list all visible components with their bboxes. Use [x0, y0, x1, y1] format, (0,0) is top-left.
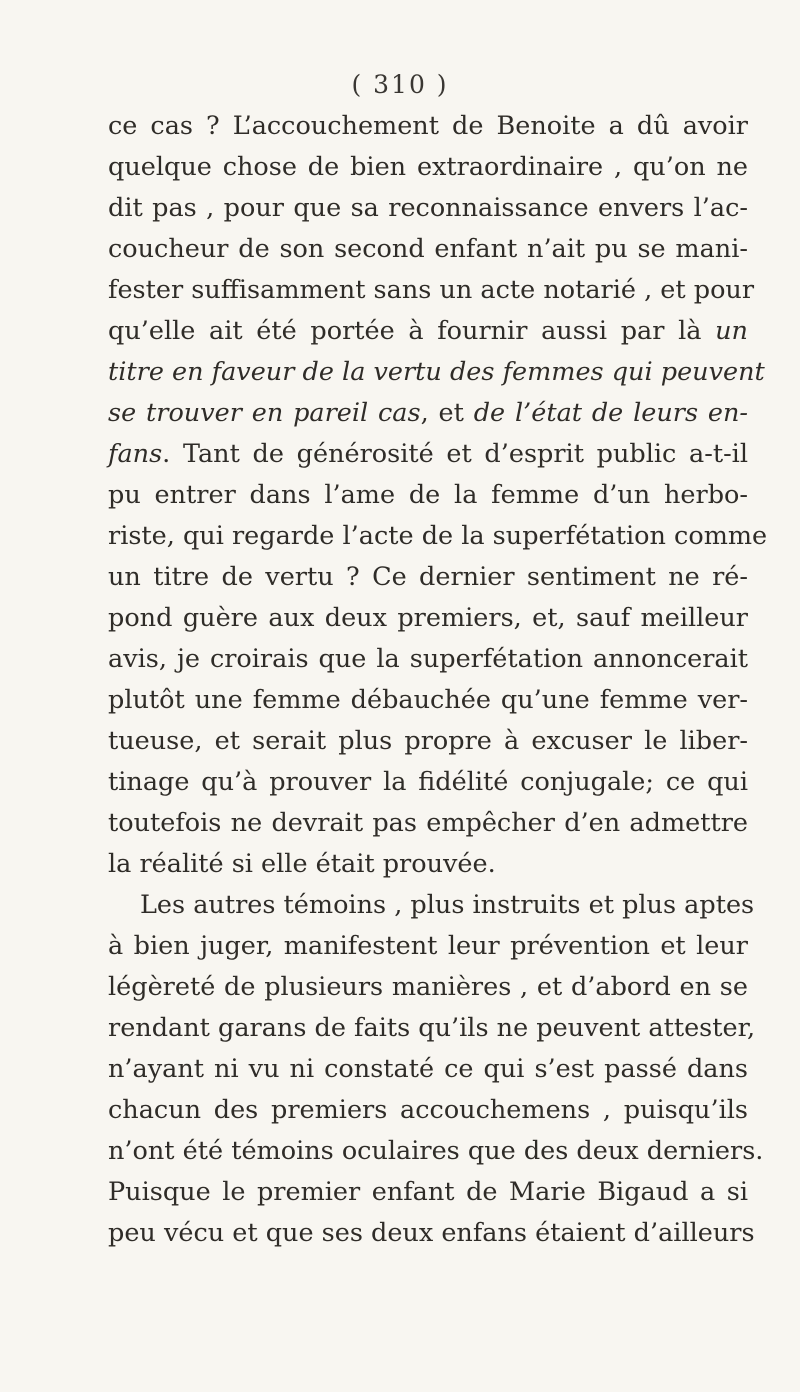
text-line: plutôt une femme débauchée qu’une femme ver-	[108, 685, 748, 715]
text-line: n’ont été témoins oculaires que des deux derniers.	[108, 1136, 764, 1166]
text-line: Les autres témoins , plus instruits et plus aptes	[140, 890, 755, 920]
text-segment: . Tant de générosité et d’esprit public a-t-il	[162, 439, 748, 469]
text-line: dit pas , pour que sa reconnaissance envers l’ac-	[108, 193, 748, 223]
text-line: tueuse, et serait plus propre à excuser le liber-	[108, 726, 748, 756]
text-line: quelque chose de bien extraordinaire , qu’on ne	[108, 152, 748, 182]
text-line: légèreté de plusieurs manières , et d’abord en se	[108, 972, 748, 1002]
text-line: rendant garans de faits qu’ils ne peuvent attester,	[108, 1013, 756, 1043]
text-line: à bien juger, manifestent leur prévention et leur	[108, 931, 748, 961]
text-line	[108, 393, 748, 434]
text-line: pu entrer dans l’ame de la femme d’un herbo-	[108, 480, 748, 510]
text-line: peu vécu et que ses deux enfans étaient d’ailleurs	[108, 1218, 755, 1248]
italic-text: se trouver en pareil cas	[108, 398, 421, 428]
text-line: coucheur de son second enfant n’ait pu se mani-	[108, 234, 748, 264]
text-line	[108, 352, 765, 393]
italic-text: de l’état de leurs en-	[473, 398, 749, 428]
text-segment: qu’elle ait été portée à fournir aussi par là	[108, 316, 702, 346]
text-line: riste, qui regarde l’acte de la superfétation comme	[108, 521, 768, 551]
text-line: chacun des premiers accouchemens , puisqu’ils	[108, 1095, 748, 1125]
text-line	[108, 311, 748, 352]
text-segment: , et	[420, 398, 464, 428]
text-line: pond guère aux deux premiers, et, sauf meilleur	[108, 603, 748, 633]
text-line: Puisque le premier enfant de Marie Bigaud a si	[108, 1177, 748, 1207]
text-line: avis, je croirais que la superfétation annoncerait	[108, 644, 748, 674]
text-line: ce cas ? L’accouchement de Benoite a dû avoir	[108, 111, 748, 141]
text-line: toutefois ne devrait pas empêcher d’en admettre	[108, 808, 748, 838]
text-line: la réalité si elle était prouvée.	[108, 849, 496, 879]
italic-text: fans	[108, 439, 163, 469]
text-line	[108, 434, 748, 475]
text-line: fester suffisamment sans un acte notarié , et pour	[108, 275, 755, 305]
text-line: un titre de vertu ? Ce dernier sentiment ne ré-	[108, 562, 748, 592]
italic-text: un	[715, 316, 748, 346]
body-text	[108, 106, 768, 1254]
page-number: ( 310 )	[351, 70, 449, 99]
text-line: tinage qu’à prouver la fidélité conjugale; ce qui	[108, 767, 748, 797]
text-line: n’ayant ni vu ni constaté ce qui s’est passé dans	[108, 1054, 748, 1084]
italic-text: titre en faveur de la vertu des femmes qui peuvent	[108, 357, 765, 387]
